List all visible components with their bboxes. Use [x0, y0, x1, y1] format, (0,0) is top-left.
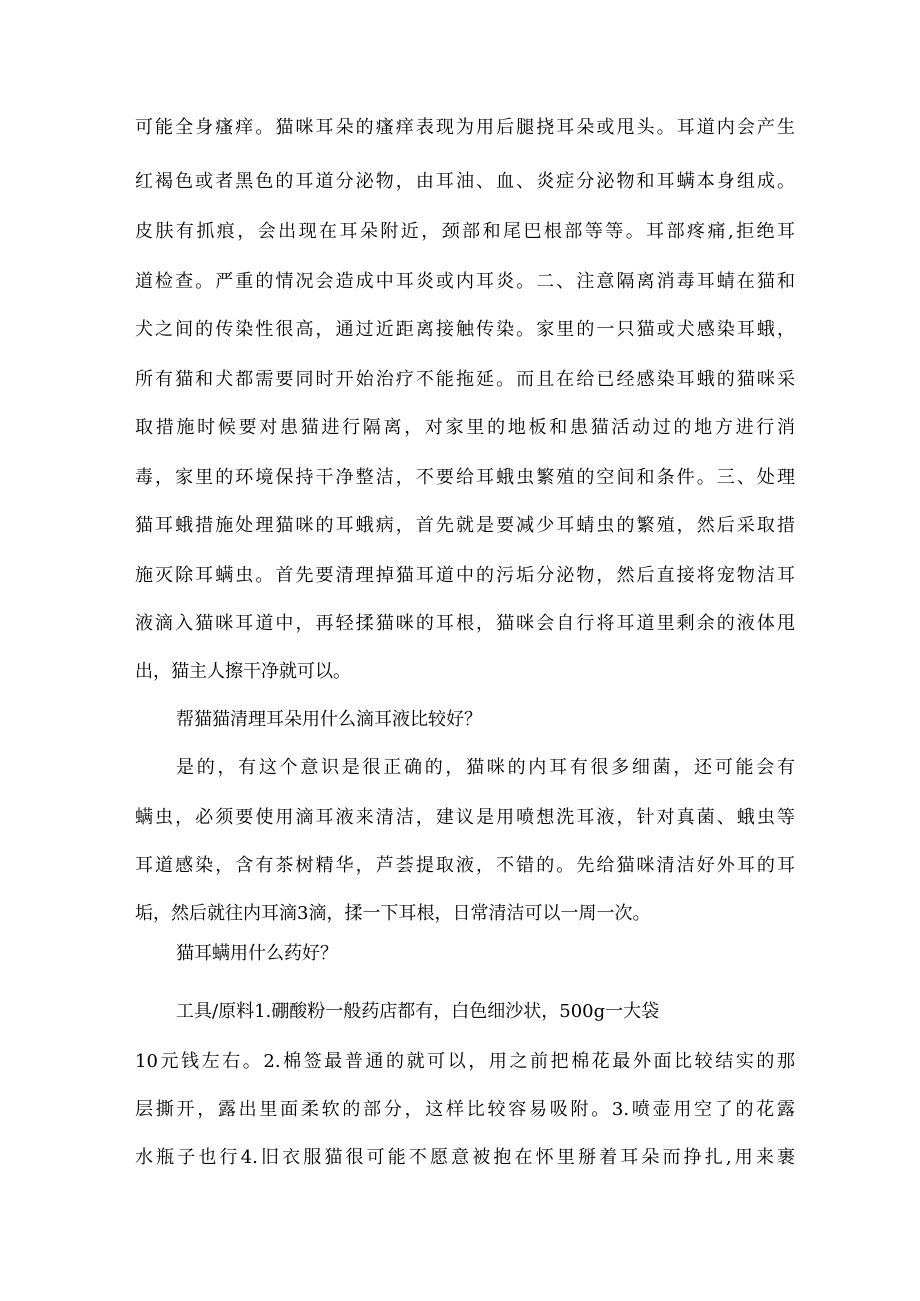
paragraph-line-11: 液滴入猫咪耳道中，再轻揉猫咪的耳根，猫咪会自行将耳道里剩余的液体甩: [135, 613, 795, 634]
answer-line-1: 是的，有这个意识是很正确的，猫咪的内耳有很多细菌，还可能会有: [176, 757, 795, 778]
paragraph-line-6: 所有猫和犬都需要同时开始治疗不能拖延。而且在给已经感染耳蛾的猫咪采: [135, 369, 795, 390]
answer-line-4: 垢，然后就往内耳滴3滴，揉一下耳根，日常清洁可以一周一次。: [135, 903, 651, 924]
paragraph-line-4: 道检查。严重的情况会造成中耳炎或内耳炎。二、注意隔离消毒耳蜻在猫和: [135, 271, 795, 292]
paragraph-line-7: 取措施时候要对患猫进行隔离，对家里的地板和患猫活动过的地方进行消: [135, 417, 795, 438]
question-heading-medicine: 猫耳螨用什么药好？: [176, 943, 338, 964]
tools-line-4: 水瓶子也行4.旧衣服猫很可能不愿意被抱在怀里掰着耳朵而挣扎,用来裹: [135, 1147, 795, 1168]
tools-line-2: 10元钱左右。2.棉签最普通的就可以，用之前把棉花最外面比较结实的那: [135, 1051, 795, 1072]
paragraph-line-2: 红褐色或者黑色的耳道分泌物，由耳油、血、炎症分泌物和耳螨本身组成。: [135, 171, 795, 192]
tools-line-3: 层撕开，露出里面柔软的部分，这样比较容易吸附。3.喷壶用空了的花露: [135, 1099, 795, 1120]
paragraph-line-10: 施灭除耳螨虫。首先要清理掉猫耳道中的污垢分泌物，然后直接将宠物洁耳: [135, 565, 795, 586]
paragraph-line-8: 毒，家里的环境保持干净整洁，不要给耳蛾虫繁殖的空间和条件。三、处理: [135, 467, 795, 488]
question-heading-ear-drops: 帮猫猫清理耳朵用什么滴耳液比较好？: [176, 709, 482, 730]
tools-line-1: 工具/原料1.硼酸粉一般药店都有，白色细沙状，500g一大袋: [176, 1001, 660, 1022]
answer-line-2: 螨虫，必须要使用滴耳液来清洁，建议是用喷想洗耳液，针对真菌、蛾虫等: [135, 807, 795, 828]
paragraph-line-12: 出，猫主人擦干净就可以。: [135, 661, 351, 682]
paragraph-line-3: 皮肤有抓痕，会出现在耳朵附近，颈部和尾巴根部等等。耳部疼痛,拒绝耳: [135, 221, 795, 242]
paragraph-line-1: 可能全身瘙痒。猫咪耳朵的瘙痒表现为用后腿挠耳朵或甩头。耳道内会产生: [135, 117, 795, 138]
answer-line-3: 耳道感染，含有茶树精华，芦荟提取液，不错的。先给猫咪清洁好外耳的耳: [135, 855, 795, 876]
paragraph-line-5: 犬之间的传染性很高，通过近距离接触传染。家里的一只猫或犬感染耳蛾，: [135, 319, 795, 340]
paragraph-line-9: 猫耳蛾措施处理猫咪的耳蛾病，首先就是要减少耳蜻虫的繁殖，然后采取措: [135, 515, 795, 536]
